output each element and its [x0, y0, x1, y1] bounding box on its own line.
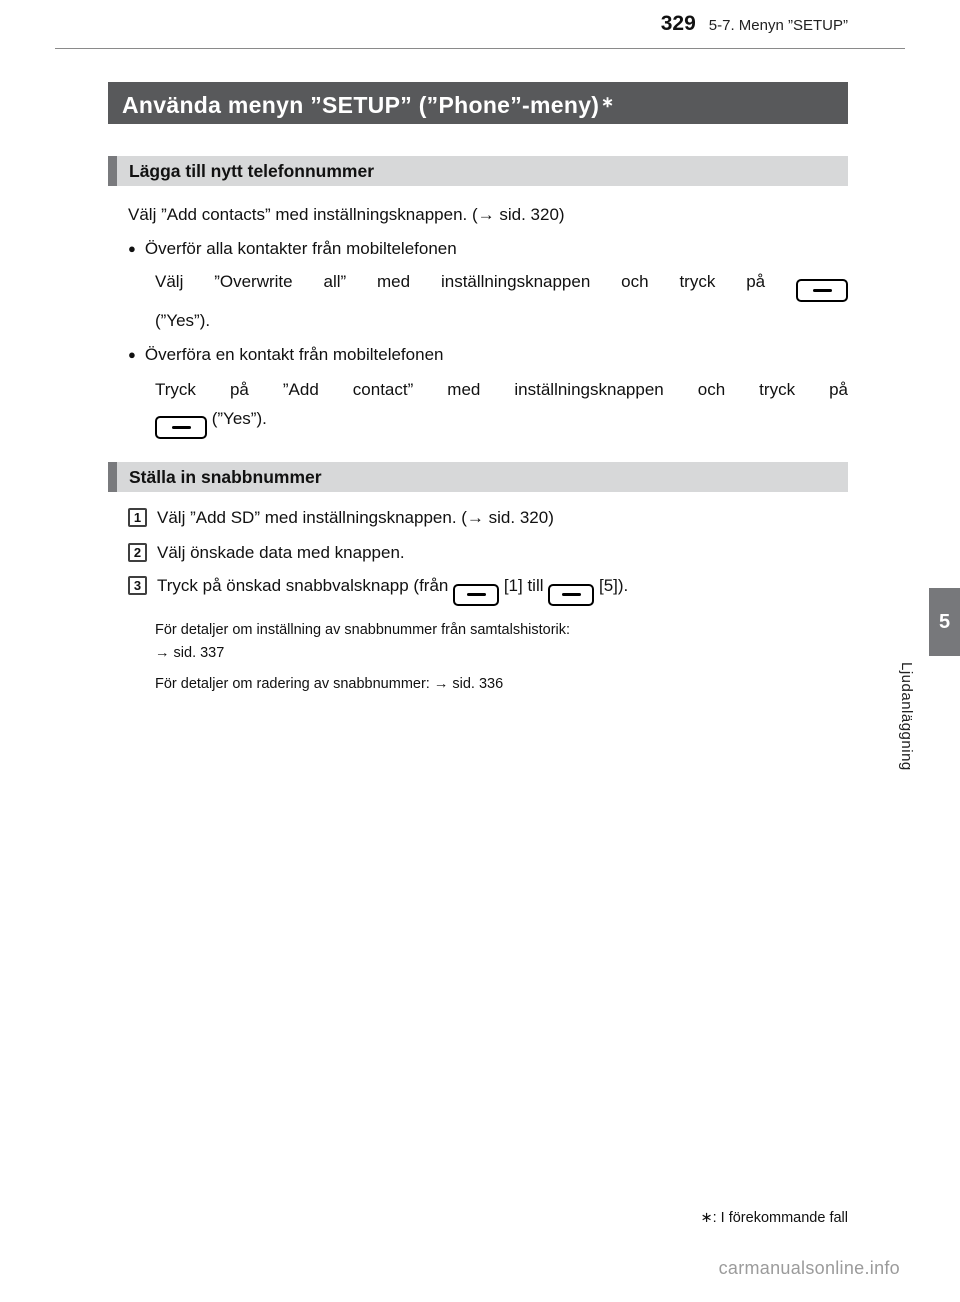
section-reference: 5-7. Menyn ”SETUP” [708, 17, 848, 34]
step-text: Välj ”Add SD” med inställningsknappen. (→ sid. 320) [157, 508, 554, 527]
bullet2-continuation-text: (”Yes”). [211, 409, 267, 428]
step-number-box: 2 [128, 543, 147, 562]
page-header [661, 12, 848, 36]
page-number: 329 [660, 12, 696, 35]
chapter-label-vertical: Ljudanläggning [898, 662, 915, 771]
bullet-icon: ● [128, 347, 136, 362]
note-line: För detaljer om inställning av snabbnummer från samtalshistorik: [155, 621, 571, 638]
button-dash-glyph [467, 593, 486, 596]
title-asterisk-mark: ∗ [601, 94, 615, 111]
button-dash-glyph [172, 426, 191, 429]
step-row-3 [128, 574, 848, 606]
bullet-icon: ● [128, 241, 136, 256]
bullet-label: Överför alla kontakter från mobiltelefonen [144, 239, 457, 258]
intro-line: Välj ”Add contacts” med inställningsknappen. (→ sid. 320) [128, 205, 565, 224]
bullet2-instruction-continuation [155, 407, 848, 439]
step-text: Välj önskade data med knappen. [157, 543, 405, 562]
header-divider [55, 48, 905, 49]
section-heading-speed-dial: Ställa in snabbnummer [108, 462, 848, 492]
step-row-2 [128, 541, 848, 564]
bullet-item-transfer-one [128, 343, 848, 366]
step-number-box: 3 [128, 576, 147, 595]
step-row-1 [128, 506, 848, 529]
bullet1-instruction-text: Välj ”Overwrite all” med inställningsknappen och tryck på [155, 272, 766, 291]
speed-dial-button-5-icon [548, 584, 594, 606]
button-dash-glyph [562, 593, 581, 596]
step3-text-part3: [5]). [598, 576, 629, 595]
main-content [108, 156, 848, 695]
step3-text-part2: [1] till [503, 576, 544, 595]
footnote-asterisk: ∗: I förekommande fall [700, 1210, 848, 1226]
note-line: För detaljer om radering av snabbnummer: → sid. 336 [155, 675, 504, 692]
bullet-item-transfer-all [128, 237, 848, 260]
step-text [157, 574, 628, 606]
step-number-box: 1 [128, 508, 147, 527]
watermark-text: carmanualsonline.info [718, 1258, 900, 1278]
yes-button-icon [155, 416, 207, 439]
speed-dial-button-1-icon [453, 584, 499, 606]
page-title-bar [108, 82, 848, 124]
page-title: Använda menyn ”SETUP” (”Phone”-meny) [122, 92, 600, 118]
chapter-tab: 5 [929, 588, 960, 656]
step3-text-part1: Tryck på önskad snabbvalsknapp (från [157, 576, 449, 595]
note-line: → sid. 337 [155, 644, 225, 661]
section-heading-add-number: Lägga till nytt telefonnummer [108, 156, 848, 186]
bullet1-instruction-line [155, 270, 848, 302]
bullet1-instruction-continuation: (”Yes”). [155, 311, 211, 330]
bullet-label: Överföra en kontakt från mobiltelefonen [144, 345, 444, 364]
button-dash-glyph [813, 289, 832, 292]
bullet2-instruction-line: Tryck på ”Add contact” med inställningsknappen och tryck på [155, 380, 848, 399]
yes-button-icon [796, 279, 848, 302]
